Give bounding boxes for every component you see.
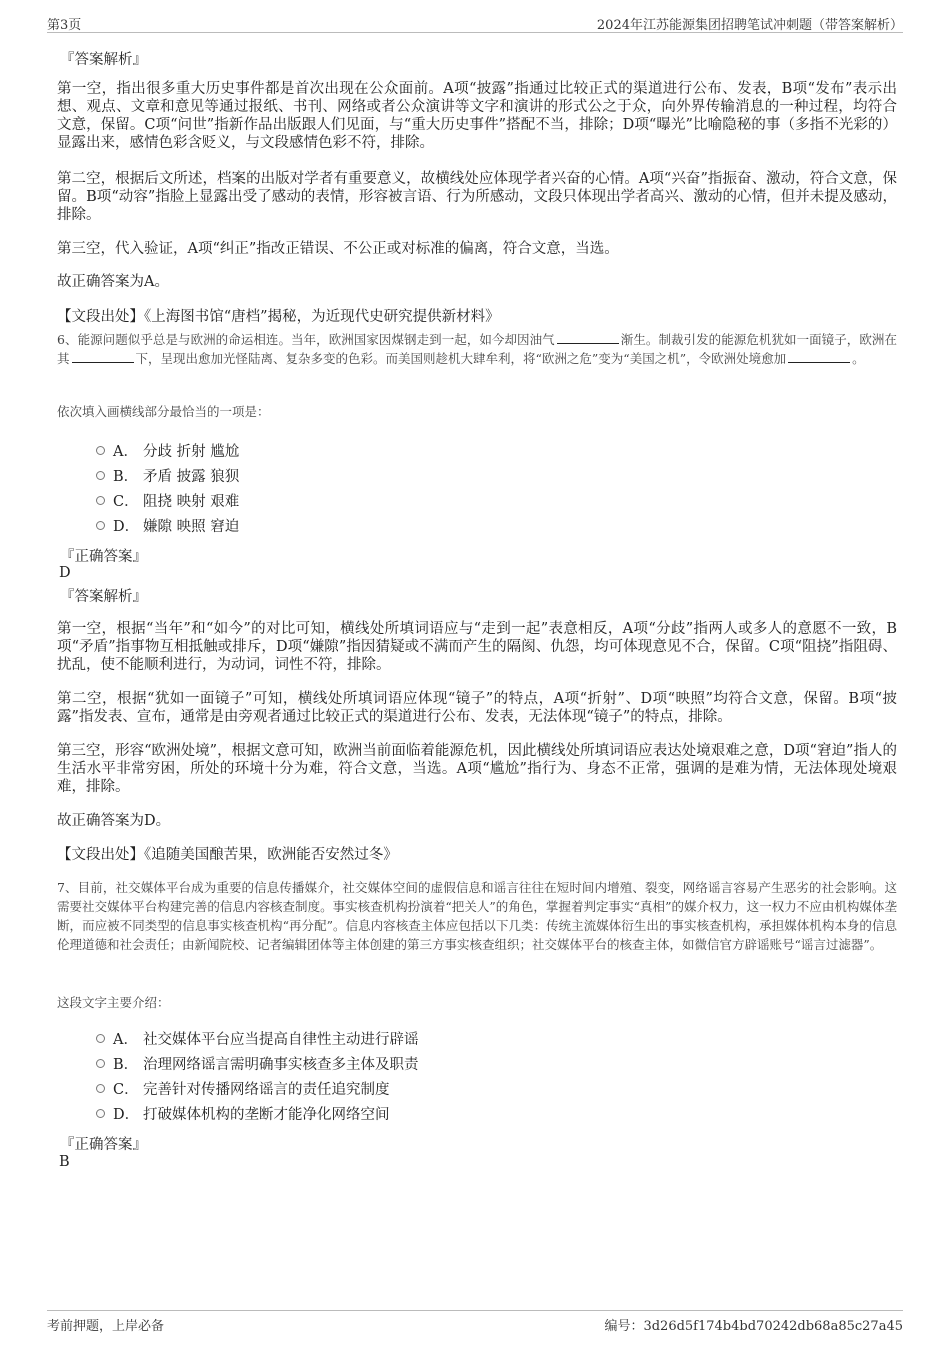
q5-analysis-p2: 第二空，根据后文所述，档案的出版对学者有重要意义，故横线处应体现学者兴奋的心情。A项“兴奋”指振奋、激动，符合文意，保留。B项“动容”指脸上显露出受了感动的表情，形容被言语、行为所感动，文段只体现出学者高兴、激动的心情，但并未提及感动，排除。 [57,171,897,223]
q6-answer-tag: 『正确答案』 [60,549,147,565]
q5-analysis-p1: 第一空，指出很多重大历史事件都是首次出现在公众面前。A项“披露”指通过比较正式的渠道进行公布、发表，B项“发布”表示出想、观点、文章和意见等通过报纸、书刊、网络或者公众演讲等文字和演讲的形式公之于众，向外界传输消息的一种过程，均符合文意，保留。C项“问世”指新作品出版跟人们见面，与“重大历史事件”搭配不当，排除；D项“曝光”比喻隐秘的事（多指不光彩的）显露出来，感情色彩含贬义，与文段感情色彩不符，排除。 [57,81,897,151]
q7-option-c[interactable]: C． 完善针对传播网络谣言的责任追究制度 [96,1078,390,1098]
radio-icon[interactable] [96,446,105,455]
q6-stem: 6、能源问题似乎总是与欧洲的命运相连。当年，欧洲国家因煤钢走到一起，如今却因油气 渐生。制裁引发的能源危机犹如一面镜子，欧洲在其 下，呈现出愈加光怪陆离、复杂多变的色彩。而美国则趁机大肆牟利，将“欧洲之危”变为“美国之机”，令欧洲处境愈加 。 [57,332,897,366]
q6-analysis-p2: 第二空，根据“犹如一面镜子”可知，横线处所填词语应体现“镜子”的特点，A项“折射”、D项“映照”均符合文意，保留。B项“披露”指发表、宣布，通常是由旁观者通过比较正式的渠道进行公布、发表，无法体现“镜子”的特点，排除。 [57,691,897,725]
page-header [47,12,903,33]
q6-blank-1 [557,332,619,344]
footer-serial: 编号：3d26d5f174b4bd70242db68a85c27a45 [604,1319,903,1334]
q6-option-b[interactable]: B． 矛盾 披露 狼狈 [96,465,239,485]
q5-analysis-p3: 第三空，代入验证，A项“纠正”指改正错误、不公正或对标准的偏离，符合文意，当选。 [57,241,619,257]
q6-analysis-p1: 第一空，根据“当年”和“如今”的对比可知，横线处所填词语应与“走到一起”表意相反，A项“分歧”指两人或多人的意愿不一致，B项“矛盾”指事物互相抵触或排斥，D项“嫌隙”指因猜疑或不满而产生的隔阂、仇怨，均可体现意见不合，保留。C项“阻挠”指阻碍、扰乱，使不能顺利进行，为动词，词性不符，排除。 [57,621,897,673]
q6-conclusion: 故正确答案为D。 [57,813,171,829]
q6-blank-2 [72,351,134,363]
page-number: 第3页 [47,18,82,33]
q7-option-b[interactable]: B． 治理网络谣言需明确事实核查多主体及职责 [96,1053,419,1073]
radio-icon[interactable] [96,1059,105,1068]
document-title: 2024年江苏能源集团招聘笔试冲刺题（带答案解析） [596,18,903,33]
radio-icon[interactable] [96,496,105,505]
radio-icon[interactable] [96,521,105,530]
q7-option-d[interactable]: D． 打破媒体机构的垄断才能净化网络空间 [96,1103,390,1123]
q6-option-a[interactable]: A． 分歧 折射 尴尬 [96,440,239,460]
q6-prompt: 依次填入画横线部分最恰当的一项是： [57,404,270,419]
q7-prompt: 这段文字主要介绍： [57,995,170,1010]
q6-source: 【文段出处】《追随美国酿苦果，欧洲能否安然过冬》 [57,847,398,863]
radio-icon[interactable] [96,1084,105,1093]
q6-option-d[interactable]: D． 嫌隙 映照 窘迫 [96,515,239,535]
q7-answer: B [59,1154,70,1170]
q6-blank-3 [788,351,850,363]
q5-analysis-tag: 『答案解析』 [60,52,147,68]
q5-source: 【文段出处】《上海图书馆“唐档”揭秘，为近现代史研究提供新材料》 [57,309,500,325]
q7-stem: 7、目前，社交媒体平台成为重要的信息传播媒介，社交媒体空间的虚假信息和谣言往往在短时间内增殖、裂变，网络谣言容易产生恶劣的社会影响。这需要社交媒体平台构建完善的信息内容核查制度。事实核查机构扮演着“把关人”的角色，掌握着判定事实“真相”的媒介权力，这一权力不应由机构媒体垄断，而应被不同类型的信息事实核查机构“再分配”。信息内容核查主体应包括以下几类：传统主流媒体衍生出的事实核查机构，承担媒体机构本身的信息伦理道德和社会责任；由新闻院校、记者编辑团体等主体创建的第三方事实核查组织；社交媒体平台的核查主体，如微信官方辟谣账号“谣言过滤器”。 [57,880,897,952]
q7-answer-tag: 『正确答案』 [60,1137,147,1153]
page-footer [47,1310,903,1336]
q6-option-c[interactable]: C． 阻挠 映射 艰难 [96,490,239,510]
footer-slogan: 考前押题，上岸必备 [47,1319,165,1334]
q7-option-a[interactable]: A． 社交媒体平台应当提高自律性主动进行辟谣 [96,1028,419,1048]
q6-answer: D [59,565,71,581]
q6-analysis-tag: 『答案解析』 [60,589,147,605]
radio-icon[interactable] [96,471,105,480]
radio-icon[interactable] [96,1034,105,1043]
q6-analysis-p3: 第三空，形容“欧洲处境”，根据文意可知，欧洲当前面临着能源危机，因此横线处所填词语应表达处境艰难之意，D项“窘迫”指人的生活水平非常穷困，所处的环境十分为难，符合文意，当选。A项“尴尬”指行为、身态不正常，强调的是难为情，无法体现处境艰难，排除。 [57,743,897,795]
q5-conclusion: 故正确答案为A。 [57,274,169,290]
radio-icon[interactable] [96,1109,105,1118]
